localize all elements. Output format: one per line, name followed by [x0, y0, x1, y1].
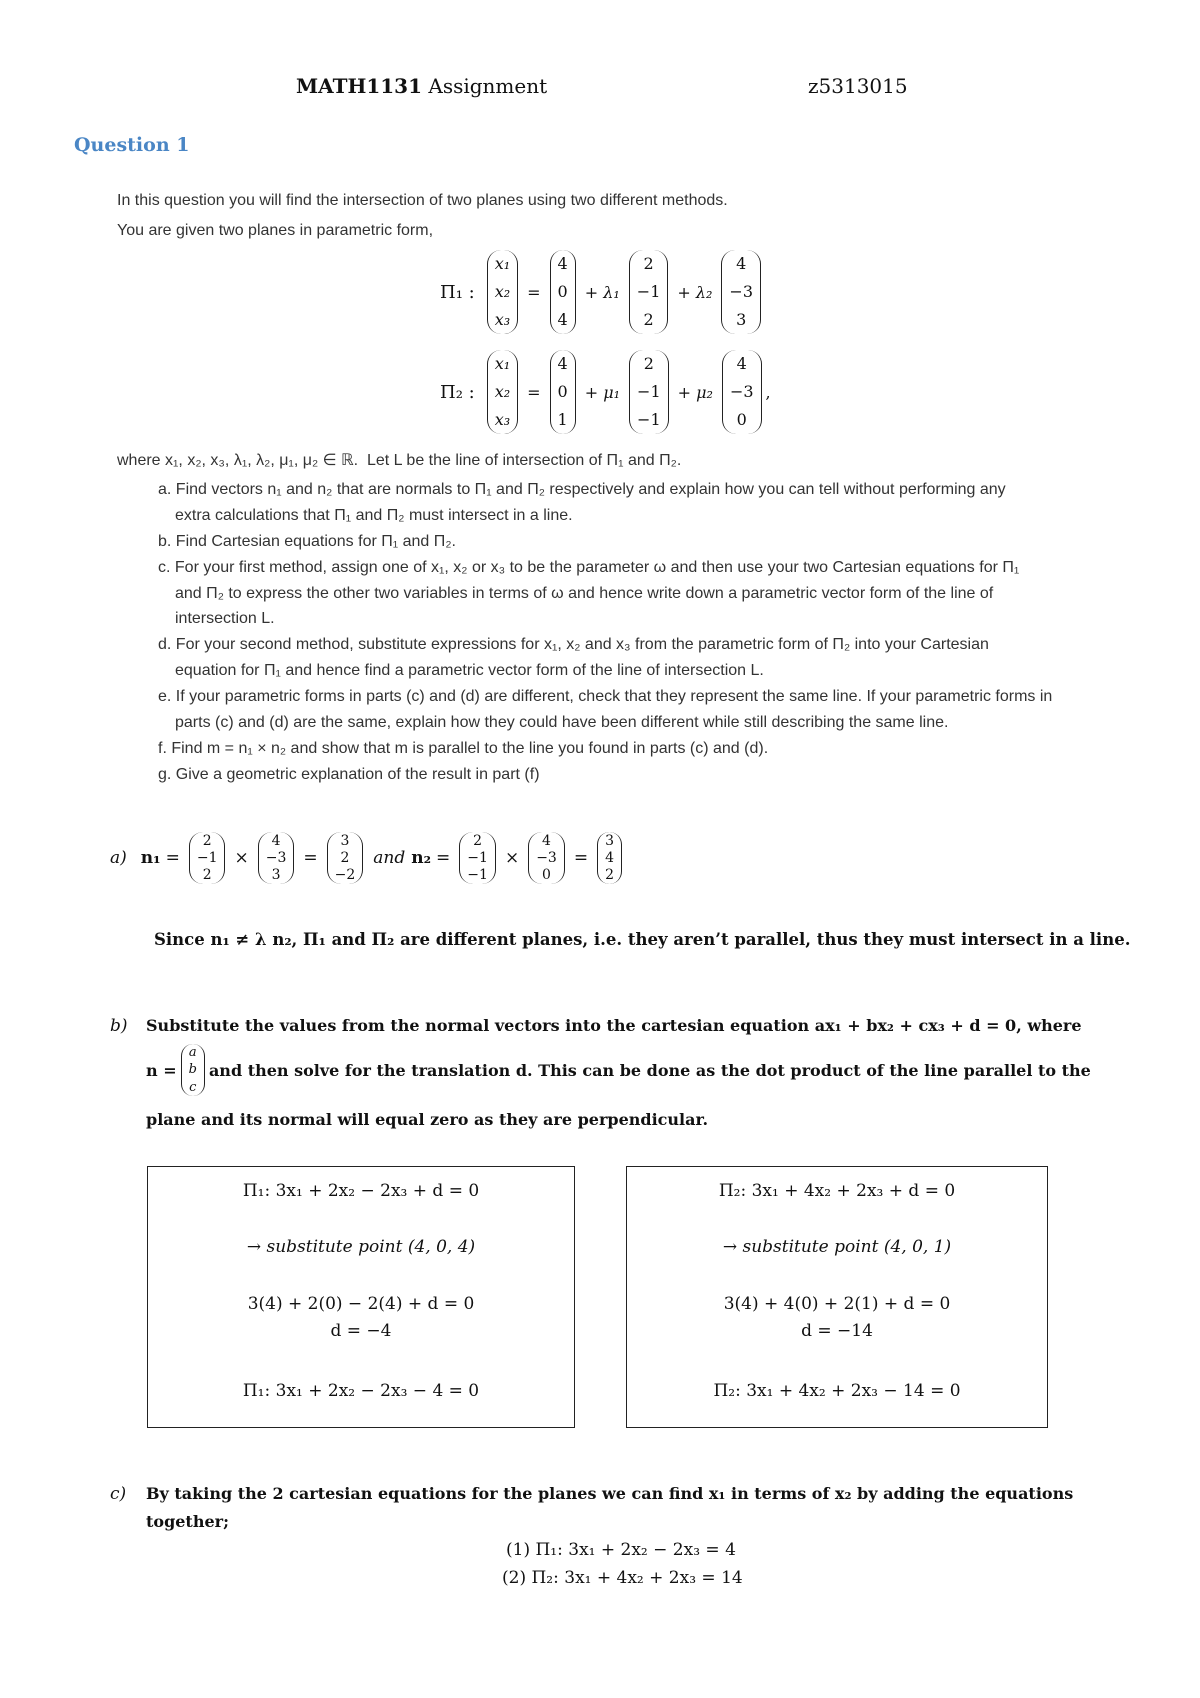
- answer-c-line-1: By taking the 2 cartesian equations for the planes we can find x₁ in terms of x₂ by adding the equations: [146, 1484, 1074, 1503]
- n2-symbol: n₂: [411, 848, 432, 868]
- and-word: and: [373, 848, 406, 868]
- intro-line-1: In this question you will find the intersection of two planes using two different methods.: [117, 192, 728, 209]
- box2-calculation: 3(4) + 4(0) + 2(1) + d = 0: [723, 1294, 951, 1314]
- box1-equation: Π₁: 3x₁ + 2x₂ − 2x₃ + d = 0: [242, 1181, 480, 1201]
- equals-sign: =: [165, 848, 180, 868]
- n1-factor-1: 2 −1 2: [189, 832, 226, 884]
- box2-final: Π₂: 3x₁ + 4x₂ + 2x₃ − 14 = 0: [713, 1381, 961, 1401]
- plane-2-direction-2: 4 −3 0: [722, 350, 762, 434]
- line-definition: Let L be the line of intersection of Π₁ and Π₂.: [366, 452, 682, 469]
- plane-1-label: Π₁ :: [440, 281, 475, 303]
- n2-result: 3 4 2: [597, 832, 622, 884]
- n2-factor-2: 4 −3 0: [528, 832, 565, 884]
- part-e-line-2: parts (c) and (d) are the same, explain how they could have been different while still describing the same line.: [175, 714, 949, 731]
- part-b-line-1: b. Find Cartesian equations for Π₁ and Π₂.: [158, 533, 456, 550]
- normal-symbol: n =: [146, 1060, 177, 1080]
- equals-sign: =: [303, 848, 318, 868]
- plane-2-working-box: [626, 1166, 1048, 1428]
- box2-equation: Π₂: 3x₁ + 4x₂ + 2x₃ + d = 0: [718, 1181, 956, 1201]
- course-label: Assignment: [428, 74, 548, 98]
- part-g-line-1: g. Give a geometric explanation of the result in part (f): [158, 766, 540, 783]
- cross-product-sign: ×: [504, 848, 520, 868]
- equals-sign: =: [527, 282, 541, 302]
- answer-a-label: a): [110, 848, 127, 868]
- where-line: [117, 450, 681, 470]
- equals-sign: =: [436, 848, 451, 868]
- box2-d-value: d = −14: [801, 1321, 873, 1341]
- box1-d-value: d = −4: [330, 1321, 392, 1341]
- part-e-line-1: e. If your parametric forms in parts (c) and (d) are different, check that they represent the same line. If your parametric forms in: [158, 688, 1053, 705]
- plane-2-x-vector: x₁ x₂ x₃: [487, 350, 518, 434]
- box1-substitute: → substitute point (4, 0, 4): [246, 1237, 476, 1257]
- plane-2-param-1: + μ₁: [584, 382, 621, 402]
- part-c-line-3: intersection L.: [175, 610, 275, 627]
- plane-2-direction-1: 2 −1 −1: [629, 350, 669, 434]
- part-f-line-1: f. Find m = n₁ × n₂ and show that m is parallel to the line you found in parts (c) and (d).: [158, 740, 769, 757]
- box2-substitute: → substitute point (4, 0, 1): [722, 1237, 952, 1257]
- trailing-comma: ,: [765, 382, 771, 402]
- answer-b-line-2: [146, 1044, 1091, 1096]
- plane-1-equation: [440, 250, 765, 334]
- plane-1-direction-1: 2 −1 2: [629, 250, 669, 334]
- n1-symbol: n₁: [140, 848, 161, 868]
- document-title: [296, 74, 547, 98]
- n2-factor-1: 2 −1 −1: [459, 832, 496, 884]
- plane-2-param-2: + μ₂: [677, 382, 713, 402]
- plane-1-working-box: [147, 1166, 575, 1428]
- n1-factor-2: 4 −3 3: [258, 832, 295, 884]
- plane-1-point-vector: 4 0 4: [550, 250, 576, 334]
- plane-2-point-vector: 4 0 1: [550, 350, 576, 434]
- answer-a-conclusion: Since n₁ ≠ λ n₂, Π₁ and Π₂ are different planes, i.e. they aren’t parallel, thus they must intersect in a line.: [154, 930, 1131, 949]
- box1-calculation: 3(4) + 2(0) − 2(4) + d = 0: [247, 1294, 475, 1314]
- part-c-line-1: c. For your first method, assign one of x₁, x₂ or x₃ to be the parameter ω and then use your two Cartesian equations for Π₁: [158, 559, 1020, 576]
- part-d-line-1: d. For your second method, substitute expressions for x₁, x₂ and x₃ from the parametric form of Π₂ into your Cartesian: [158, 636, 989, 653]
- cross-product-sign: ×: [234, 848, 249, 868]
- equals-sign: =: [573, 848, 589, 868]
- part-d-line-2: equation for Π₁ and hence find a parametric vector form of the line of intersection L.: [175, 662, 764, 679]
- part-a-line-2: extra calculations that Π₁ and Π₂ must intersect in a line.: [175, 507, 573, 524]
- answer-b-line-1: Substitute the values from the normal vectors into the cartesian equation ax₁ + bx₂ + cx₃ + d = 0, where: [146, 1016, 1082, 1035]
- plane-1-direction-2: 4 −3 3: [721, 250, 761, 334]
- question-title: Question 1: [74, 134, 190, 156]
- part-c-line-2: and Π₂ to express the other two variables in terms of ω and hence write down a parametric vector form of the line of: [175, 585, 994, 602]
- course-code: MATH1131: [296, 74, 423, 98]
- part-a-line-1: a. Find vectors n₁ and n₂ that are normals to Π₁ and Π₂ respectively and explain how you can tell without performing any: [158, 481, 1006, 498]
- answer-b-label: b): [110, 1016, 128, 1036]
- answer-a-equation: [110, 832, 626, 884]
- answer-c-equation-1: (1) Π₁: 3x₁ + 2x₂ − 2x₃ = 4: [506, 1540, 736, 1560]
- plane-1-param-2: + λ₂: [677, 282, 713, 302]
- answer-b-line-2-text: and then solve for the translation d. This can be done as the dot product of the line parallel to the: [208, 1060, 1091, 1080]
- plane-1-param-1: + λ₁: [584, 282, 620, 302]
- plane-2-label: Π₂ :: [440, 381, 475, 403]
- where-variables: where x₁, x₂, x₃, λ₁, λ₂, μ₁, μ₂ ∈ ℝ.: [117, 452, 359, 469]
- n1-result: 3 2 −2: [327, 832, 364, 884]
- equals-sign: =: [527, 382, 541, 402]
- intro-line-2: You are given two planes in parametric form,: [117, 222, 434, 239]
- answer-b-line-3: plane and its normal will equal zero as they are perpendicular.: [146, 1110, 709, 1129]
- student-id: z5313015: [808, 74, 908, 98]
- box1-final: Π₁: 3x₁ + 2x₂ − 2x₃ − 4 = 0: [242, 1381, 480, 1401]
- answer-c-equation-2: (2) Π₂: 3x₁ + 4x₂ + 2x₃ = 14: [502, 1568, 743, 1588]
- plane-2-equation: [440, 350, 771, 434]
- answer-c-label: c): [110, 1484, 127, 1504]
- plane-1-x-vector: x₁ x₂ x₃: [487, 250, 518, 334]
- normal-generic-vector: a b c: [181, 1044, 205, 1096]
- answer-c-line-2: together;: [146, 1512, 229, 1531]
